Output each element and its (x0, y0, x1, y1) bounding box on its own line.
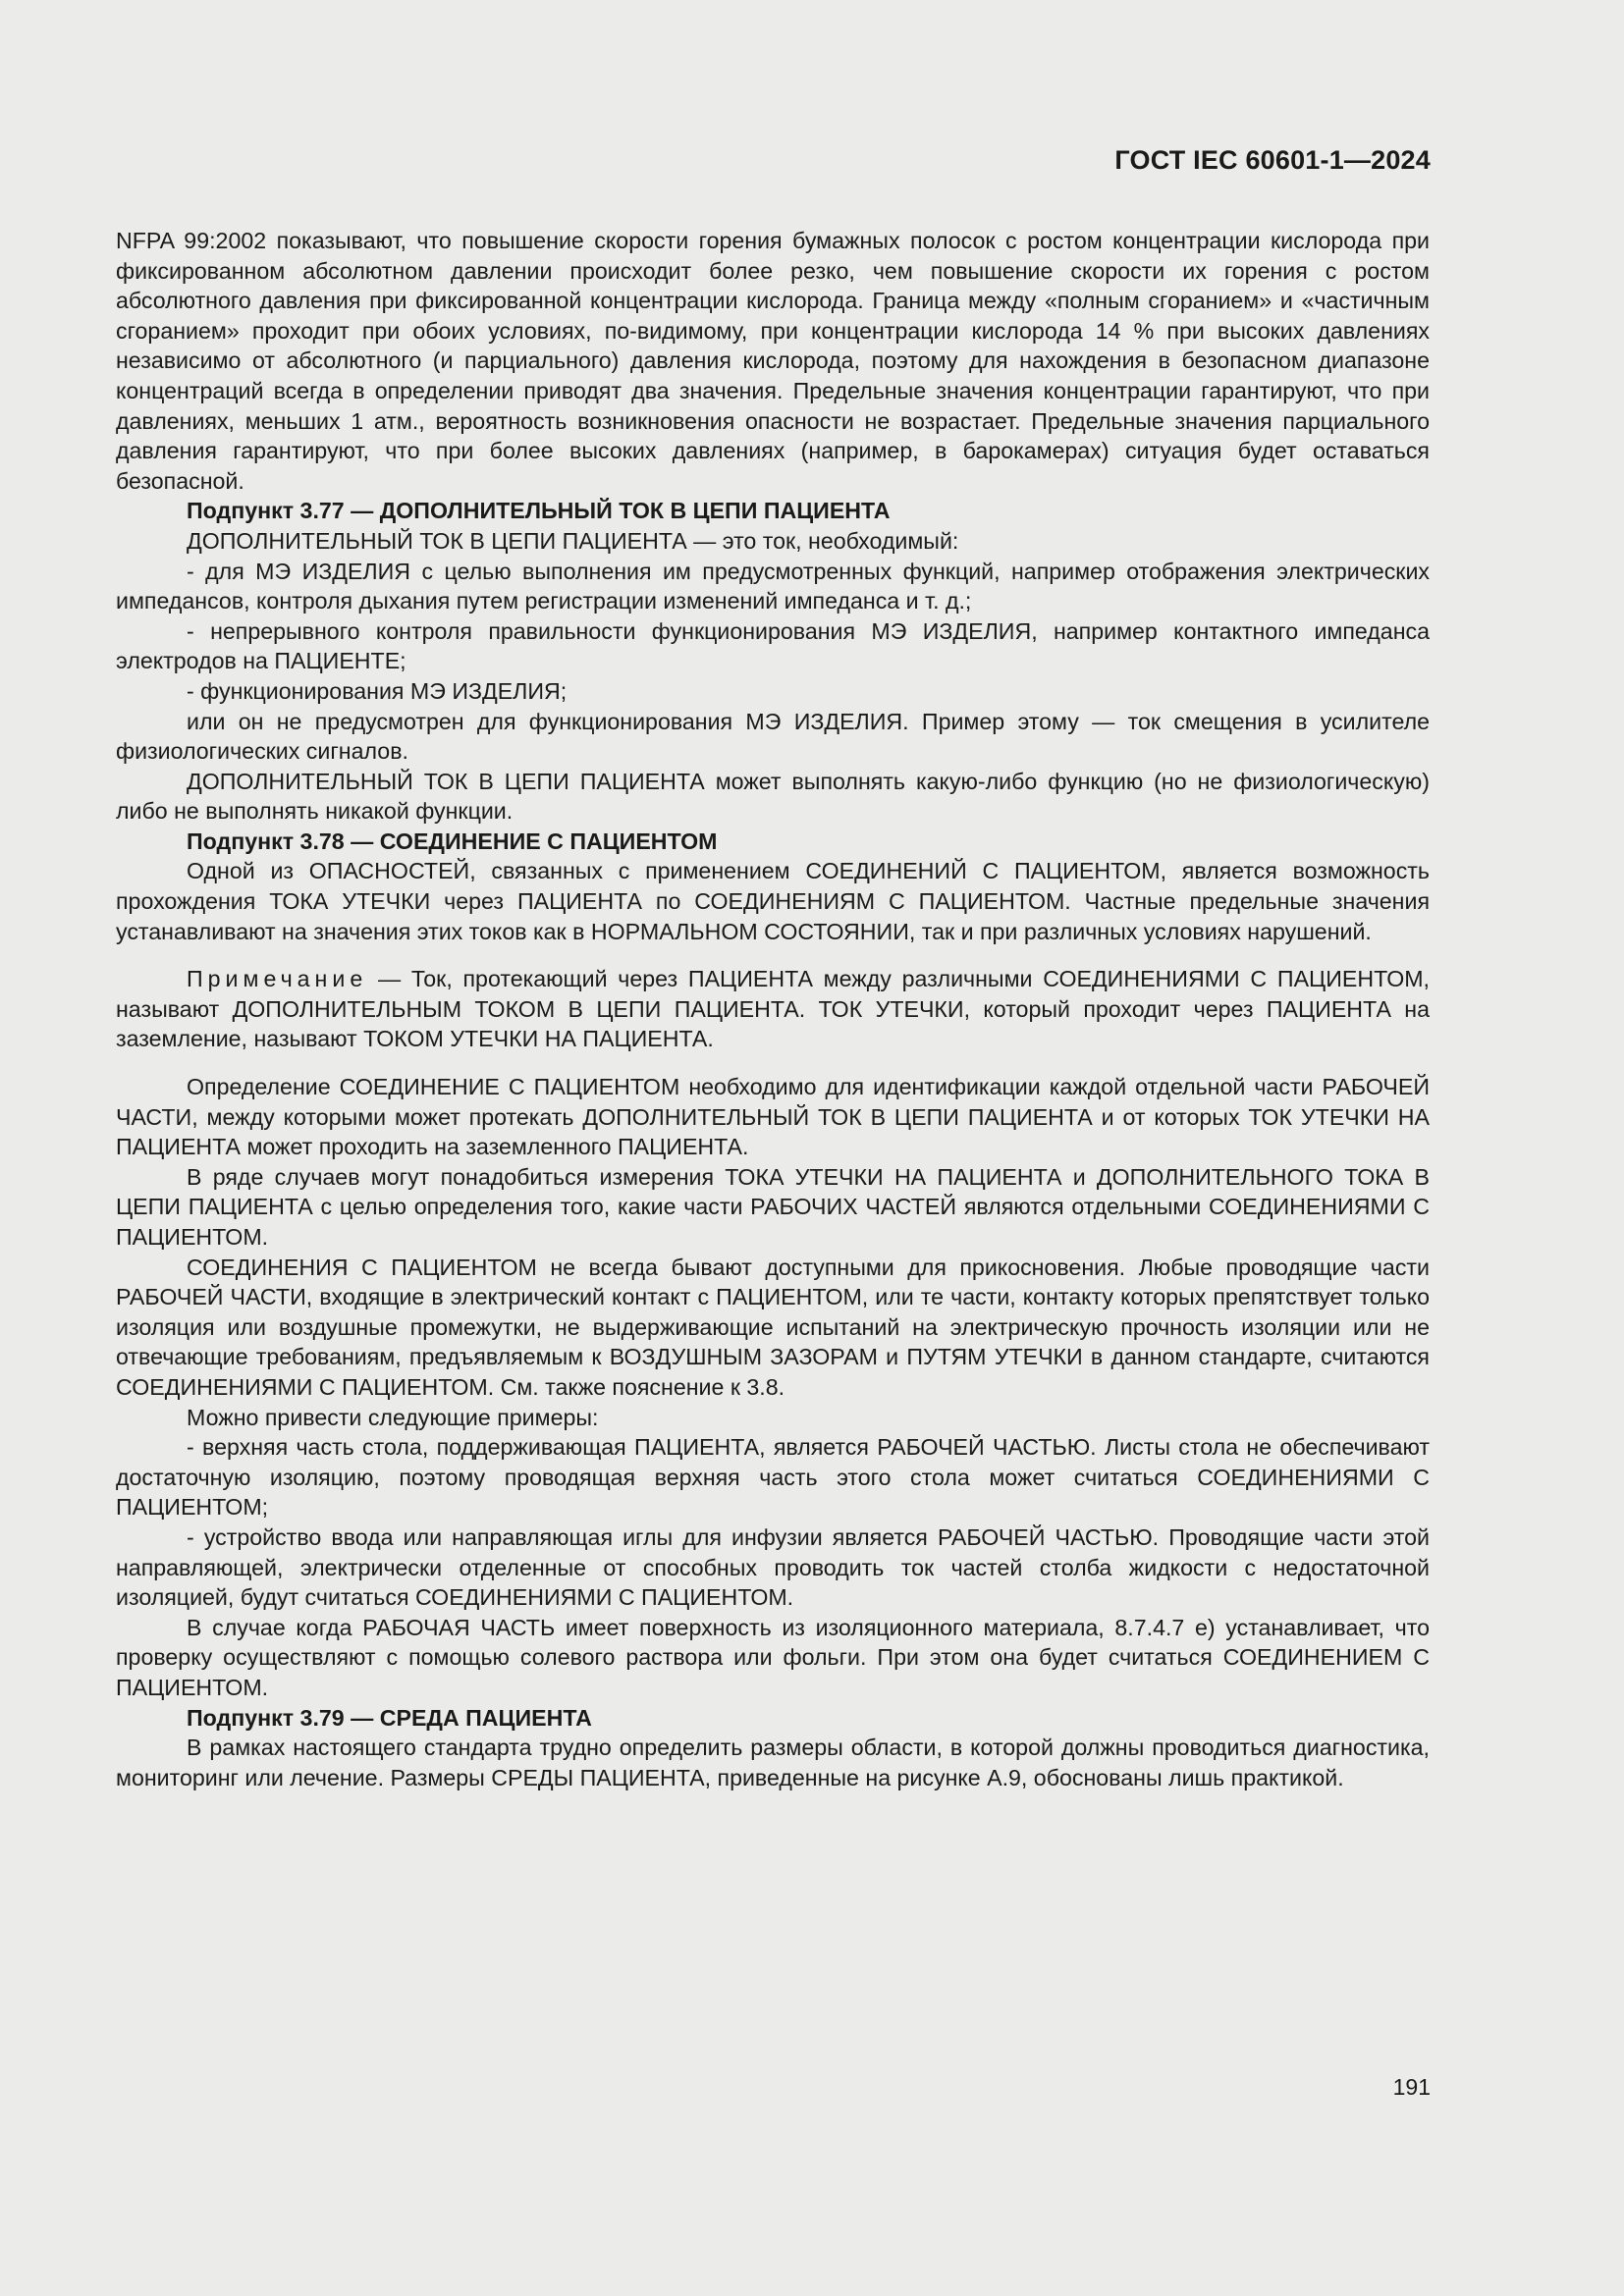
list-item: - верхняя часть стола, поддерживающая ПАЦИЕНТА, является РАБОЧЕЙ ЧАСТЬЮ. Листы стола не обеспечивают достаточную изоляцию, поэтому проводящая верхняя часть этого стола может считаться СОЕДИНЕНИЯМИ С ПАЦИЕНТОМ; (116, 1434, 1430, 1521)
paragraph: или он не предусмотрен для функционирования МЭ ИЗДЕЛИЯ. Пример этому — ток смещения в усилителе физиологических сигналов. (116, 708, 1430, 765)
note (116, 964, 1430, 1054)
note-text: — Ток, протекающий через ПАЦИЕНТА между различными СОЕДИНЕНИЯМИ С ПАЦИЕНТОМ, называют ДОПОЛНИТЕЛЬНЫМ ТОКОМ В ЦЕПИ ПАЦИЕНТА. ТОК УТЕЧКИ, который проходит через ПАЦИЕНТА на заземление, называют ТОКОМ УТЕЧКИ НА ПАЦИЕНТА. (116, 966, 1431, 1052)
list-item: - для МЭ ИЗДЕЛИЯ с целью выполнения им предусмотренных функций, например отображения электрических импедансов, контроля дыхания путем регистрации изменений импеданса и т. д.; (116, 558, 1430, 614)
paragraph: ДОПОЛНИТЕЛЬНЫЙ ТОК В ЦЕПИ ПАЦИЕНТА — это ток, необходимый: (187, 527, 959, 554)
paragraph: Одной из ОПАСНОСТЕЙ, связанных с применением СОЕДИНЕНИЙ С ПАЦИЕНТОМ, является возможность прохождения ТОКА УТЕЧКИ через ПАЦИЕНТА по СОЕДИНЕНИЯМ С ПАЦИЕНТОМ. Частные предельные значения устанавливают на значения этих токов как в НОРМАЛЬНОМ СОСТОЯНИИ, так и при различных условиях нарушений. (116, 858, 1430, 944)
paragraph-nfpa: NFPA 99:2002 показывают, что повышение скорости горения бумажных полосок с ростом концентрации кислорода при фиксированном абсолютном давлении происходит более резко, чем повышение скорости их горения с ростом абсолютного давления при фиксированной концентрации кислорода. Граница между «полным сгоранием» и «частичным сгоранием» проходит при обоих условиях, по-видимому, при концентрации кислорода 14 % при высоких давлениях независимо от абсолютного (и парциального) давления кислорода, поэтому для нахождения в безопасном диапазоне концентраций всегда в определении приводят два значения. Предельные значения концентрации гарантируют, что при давлениях, меньших 1 атм., вероятность возникновения опасности не возрастает. Предельные значения парциального давления гарантируют, что при более высоких давлениях (например, в барокамерах) ситуация будет оставаться безопасной. (116, 228, 1430, 494)
paragraph: В рамках настоящего стандарта трудно определить размеры области, в которой должны проводиться диагностика, мониторинг или лечение. Размеры СРЕДЫ ПАЦИЕНТА, приведенные на рисунке А.9, обоснованы лишь практикой. (116, 1735, 1430, 1790)
subclause-heading-3-79: Подпункт 3.79 — СРЕДА ПАЦИЕНТА (187, 1704, 592, 1731)
paragraph: Определение СОЕДИНЕНИЕ С ПАЦИЕНТОМ необходимо для идентификации каждой отдельной части РАБОЧЕЙ ЧАСТИ, между которыми может протекать ДОПОЛНИТЕЛЬНЫЙ ТОК В ЦЕПИ ПАЦИЕНТА и от которых ТОК УТЕЧКИ НА ПАЦИЕНТА может проходить на заземленного ПАЦИЕНТА. (116, 1074, 1430, 1160)
subclause-heading-3-77: Подпункт 3.77 — ДОПОЛНИТЕЛЬНЫЙ ТОК В ЦЕПИ ПАЦИЕНТА (187, 498, 891, 524)
paragraph: ДОПОЛНИТЕЛЬНЫЙ ТОК В ЦЕПИ ПАЦИЕНТА может выполнять какую-либо функцию (но не физиологическую) либо не выполнять никакой функции. (116, 768, 1430, 825)
paragraph: В ряде случаев могут понадобиться измерения ТОКА УТЕЧКИ НА ПАЦИЕНТА и ДОПОЛНИТЕЛЬНОГО ТОКА В ЦЕПИ ПАЦИЕНТА с целью определения того, какие части РАБОЧИХ ЧАСТЕЙ являются отдельными СОЕДИНЕНИЯМИ С ПАЦИЕНТОМ. (116, 1163, 1430, 1250)
list-item: - функционирования МЭ ИЗДЕЛИЯ; (187, 677, 568, 704)
list-item: - устройство ввода или направляющая иглы для инфузии является РАБОЧЕЙ ЧАСТЬЮ. Проводящие части этой направляющей, электрически отделенные от способных проводить ток частей столба жидкости с недостаточной изоляцией, будут считаться СОЕДИНЕНИЯМИ С ПАЦИЕНТОМ. (116, 1523, 1430, 1611)
document-header: ГОСТ IEC 60601-1—2024 (1114, 145, 1431, 175)
document-body (116, 226, 1430, 1792)
subclause-heading-3-78: Подпункт 3.78 — СОЕДИНЕНИЕ С ПАЦИЕНТОМ (187, 828, 718, 854)
page-number: 191 (1392, 2074, 1431, 2100)
list-item: - непрерывного контроля правильности функционирования МЭ ИЗДЕЛИЯ, например контактного импеданса электродов на ПАЦИЕНТЕ; (116, 617, 1430, 674)
note-label: Примечание (187, 966, 368, 992)
paragraph: Можно привести следующие примеры: (187, 1404, 599, 1430)
paragraph: В случае когда РАБОЧАЯ ЧАСТЬ имеет поверхность из изоляционного материала, 8.7.4.7 е) устанавливает, что проверку осуществляют с помощью солевого раствора или фольги. При этом она будет считаться СОЕДИНЕНИЕМ С ПАЦИЕНТОМ. (116, 1614, 1430, 1700)
paragraph: СОЕДИНЕНИЯ С ПАЦИЕНТОМ не всегда бывают доступными для прикосновения. Любые проводящие части РАБОЧЕЙ ЧАСТИ, входящие в электрический контакт с ПАЦИЕНТОМ, или те части, контакту которых препятствует только изоляция или воздушные промежутки, не выдерживающие испытаний на электрическую прочность изоляции или не отвечающие требованиям, предъявляемым к ВОЗДУШНЫМ ЗАЗОРАМ и ПУТЯМ УТЕЧКИ в данном стандарте, считаются СОЕДИНЕНИЯМИ С ПАЦИЕНТОМ. См. также пояснение к 3.8. (116, 1254, 1430, 1400)
